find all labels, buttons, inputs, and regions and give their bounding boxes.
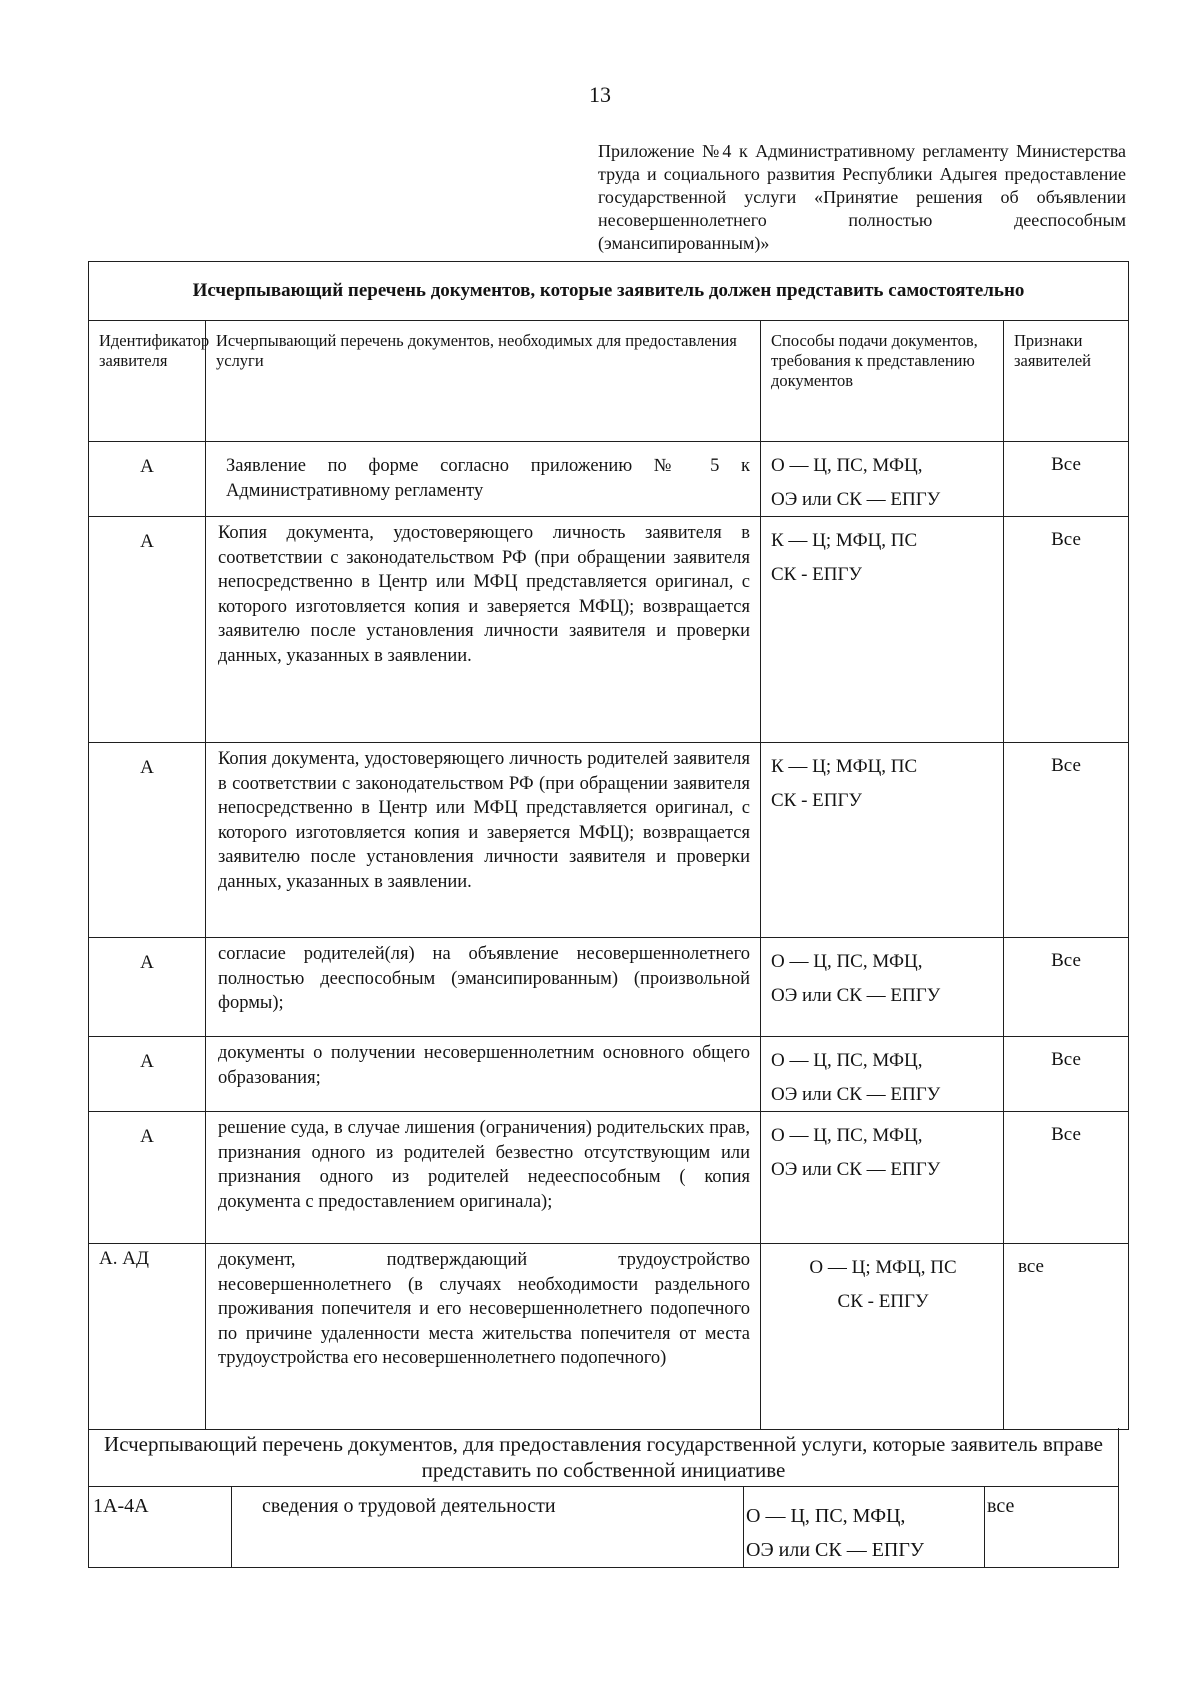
applicant-id: А xyxy=(89,1112,206,1244)
applicant-id: А xyxy=(89,938,206,1037)
submission-ways xyxy=(744,1487,985,1568)
submission-ways xyxy=(761,1112,1004,1244)
applicant-tags: все xyxy=(985,1487,1119,1568)
way-line: О — Ц, ПС, МФЦ, xyxy=(771,951,923,972)
table-row xyxy=(89,743,1129,938)
way-line: К — Ц; МФЦ, ПС xyxy=(771,756,918,777)
table-row xyxy=(89,1487,1119,1568)
submission-ways xyxy=(761,1037,1004,1112)
header-documents: Исчерпывающий перечень документов, необходимых для предоставления услуги xyxy=(206,321,761,442)
document-description: документы о получении несовершеннолетним основного общего образования; xyxy=(206,1037,761,1112)
submission-ways xyxy=(761,743,1004,938)
submission-ways xyxy=(761,1244,1004,1430)
header-row xyxy=(89,321,1129,442)
way-line: ОЭ или СК — ЕПГУ xyxy=(771,1084,941,1105)
way-line: ОЭ или СК — ЕПГУ xyxy=(771,985,941,1006)
header-applicant-id: Идентификатор заявителя xyxy=(89,321,206,442)
applicant-id: А xyxy=(89,1037,206,1112)
applicant-tags: Все xyxy=(1004,517,1129,743)
way-line: СК - ЕПГУ xyxy=(771,564,862,585)
header-submission-ways: Способы подачи документов, требования к представлению документов xyxy=(761,321,1004,442)
way-line: О — Ц, ПС, МФЦ, xyxy=(771,1050,923,1071)
table-row xyxy=(89,1244,1129,1430)
header-applicant-tags: Признаки заявителей xyxy=(1004,321,1129,442)
applicant-tags: Все xyxy=(1004,1037,1129,1112)
document-description: Заявление по форме согласно приложению № 5 к Административному регламенту xyxy=(206,442,761,517)
way-line: О — Ц; МФЦ, ПС xyxy=(809,1257,957,1278)
way-line: ОЭ или СК — ЕПГУ xyxy=(746,1539,925,1561)
way-line: О — Ц, ПС, МФЦ, xyxy=(746,1505,906,1527)
applicant-tags: все xyxy=(1004,1244,1129,1430)
appendix-header: Приложение №4 к Административному регламенту Министерства труда и социального развития Республики Адыгея предоставление государственной услуги «Принятие решения об объявлении несовершеннолетнего полностью дееспособным (эмансипированным)» xyxy=(598,141,1126,253)
submission-ways xyxy=(761,442,1004,517)
document-description: решение суда, в случае лишения (ограничения) родительских прав, признания одного из родителей безвестно отсутствующим или признания одного из родителей недееспособным ( копия документа с предоставлением оригинала); xyxy=(206,1112,761,1244)
way-line: ОЭ или СК — ЕПГУ xyxy=(771,489,941,510)
applicant-tags: Все xyxy=(1004,1112,1129,1244)
applicant-id: А xyxy=(89,442,206,517)
required-documents-table xyxy=(88,261,1129,1430)
way-line: К — Ц; МФЦ, ПС xyxy=(771,530,918,551)
submission-ways xyxy=(761,938,1004,1037)
applicant-tags: Все xyxy=(1004,743,1129,938)
document-description: согласие родителей(ля) на объявление несовершеннолетнего полностью дееспособным (эмансипированным) (произвольной формы); xyxy=(206,938,761,1037)
applicant-id: А xyxy=(89,517,206,743)
table-row xyxy=(89,517,1129,743)
page-number: 13 xyxy=(589,82,611,107)
way-line: О — Ц, ПС, МФЦ, xyxy=(771,1125,923,1146)
way-line: О — Ц, ПС, МФЦ, xyxy=(771,455,923,476)
table-title-row xyxy=(89,262,1129,321)
document-description: документ, подтверждающий трудоустройство несовершеннолетнего (в случаях необходимости раздельного проживания попечителя и его несовершеннолетнего подопечного по причине удаленности места жительства попечителя от места трудоустройства его несовершеннолетнего подопечного) xyxy=(206,1244,761,1430)
way-line: СК - ЕПГУ xyxy=(771,790,862,811)
table-row xyxy=(89,1112,1129,1244)
document-description: Копия документа, удостоверяющего личность родителей заявителя в соответствии с законодательством РФ (при обращении заявителя непосредственно в Центр или МФЦ представляется оригинал, с которого изготовляется копия и заверяется МФЦ); возвращается заявителю после установления личности заявителя и проверки данных, указанных в заявлении. xyxy=(206,743,761,938)
applicant-id: А xyxy=(89,743,206,938)
table-title: Исчерпывающий перечень документов, которые заявитель должен представить самостоятельно xyxy=(89,262,1129,321)
table-row xyxy=(89,442,1129,517)
table-row xyxy=(89,1037,1129,1112)
applicant-tags: Все xyxy=(1004,938,1129,1037)
applicant-id: 1А-4А xyxy=(89,1487,232,1568)
way-line: СК - ЕПГУ xyxy=(837,1291,929,1312)
document-description: Копия документа, удостоверяющего личность заявителя в соответствии с законодательством РФ (при обращении заявителя непосредственно в Центр или МФЦ представляется оригинал, с которого изготовляется копия и заверяется МФЦ); возвращается заявителю после установления личности заявителя и проверки данных, указанных в заявлении. xyxy=(206,517,761,743)
submission-ways xyxy=(761,517,1004,743)
table-title: Исчерпывающий перечень документов, для предоставления государственной услуги, которые заявитель вправе представить по собственной инициативе xyxy=(89,1428,1119,1487)
optional-documents-table xyxy=(88,1428,1119,1568)
table-title-row xyxy=(89,1428,1119,1487)
document-description: сведения о трудовой деятельности xyxy=(232,1487,744,1568)
way-line: ОЭ или СК — ЕПГУ xyxy=(771,1159,941,1180)
applicant-tags: Все xyxy=(1004,442,1129,517)
applicant-id: А. АД xyxy=(89,1244,206,1430)
table-row xyxy=(89,938,1129,1037)
